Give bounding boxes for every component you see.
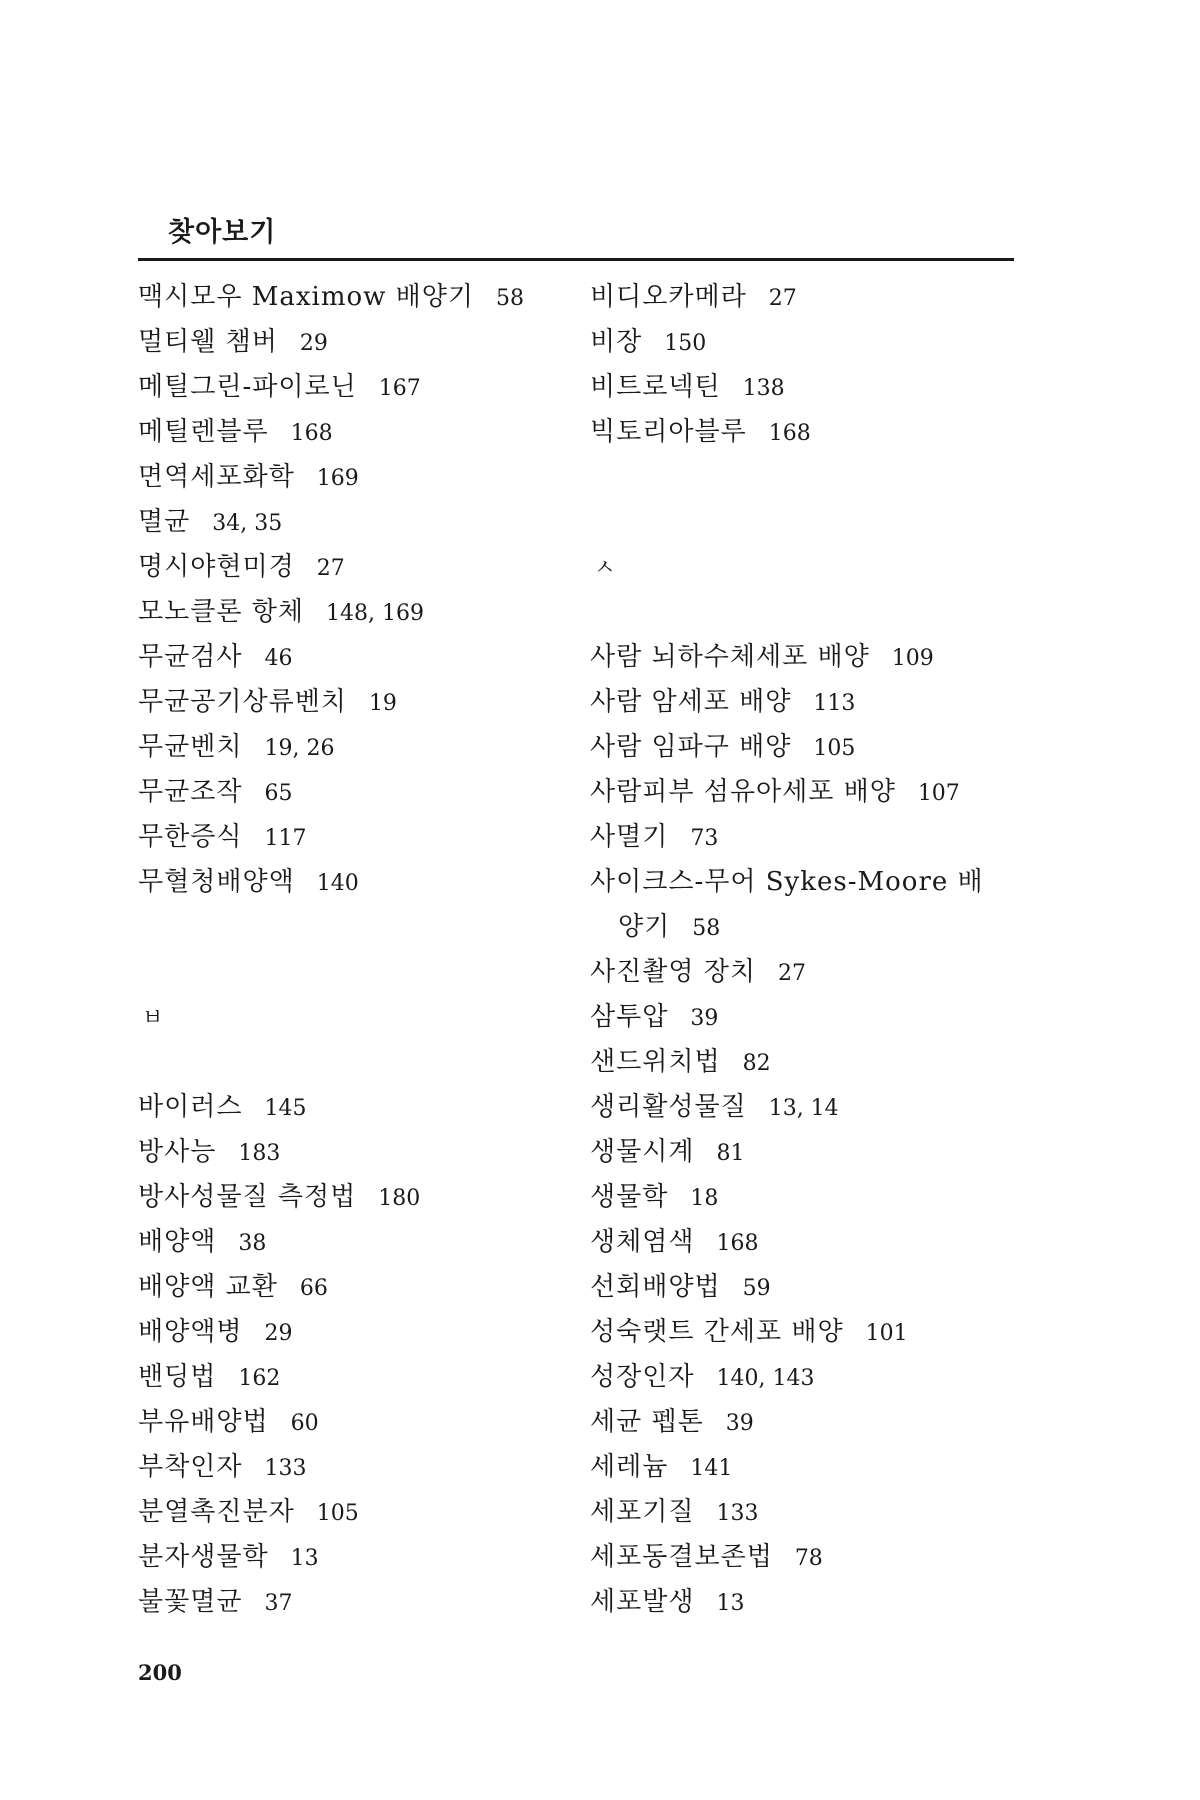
entry-pages: 59 [742,1276,771,1301]
index-entry [138,1130,558,1175]
entry-term: 모노클론 항체 [138,597,304,627]
index-entry [138,1400,558,1445]
entry-pages: 37 [264,1591,293,1616]
entry-pages: 140, 143 [716,1366,815,1391]
section-heading [138,995,558,1040]
entry-term: 사람 암세포 배양 [590,687,792,717]
index-entry [138,500,558,545]
index-entry [138,1580,558,1625]
header-rule [138,258,1014,261]
entry-pages: 29 [264,1321,293,1346]
section-letter: ㅂ [142,1006,164,1031]
entry-pages: 78 [794,1546,823,1571]
entry-term: 분열촉진분자 [138,1497,295,1527]
entry-pages: 168 [768,421,811,446]
entry-term: 양기 [618,912,671,942]
entry-pages: 145 [264,1096,307,1121]
spacer-line [138,1040,558,1085]
index-entry [590,320,1010,365]
section-heading [590,545,1010,590]
entry-pages: 13 [290,1546,319,1571]
entry-term: 부유배양법 [138,1407,269,1437]
index-entry [590,995,1010,1040]
index-entry [590,410,1010,455]
index-entry [590,725,1010,770]
page-number: 200 [138,1660,182,1685]
entry-term: 사멸기 [590,822,669,852]
index-entry [590,275,1010,320]
entry-pages: 46 [264,646,293,671]
entry-pages: 169 [316,466,359,491]
index-entry [138,1175,558,1220]
entry-term: 맥시모우 Maximow 배양기 [138,282,475,312]
entry-pages: 73 [690,826,719,851]
entry-term: 사이크스-무어 Sykes-Moore 배 [590,867,984,897]
entry-term: 명시야현미경 [138,552,295,582]
index-entry [138,815,558,860]
entry-term: 방사성물질 측정법 [138,1182,357,1212]
entry-pages: 39 [690,1006,719,1031]
entry-pages: 113 [813,691,856,716]
index-entry [590,1265,1010,1310]
entry-term: 비트로넥틴 [590,372,721,402]
entry-pages: 183 [238,1141,281,1166]
index-entry [590,950,1010,995]
entry-pages: 38 [238,1231,267,1256]
entry-term: 사람피부 섬유아세포 배양 [590,777,896,807]
index-entry [590,770,1010,815]
index-entry [590,1535,1010,1580]
index-entry [138,770,558,815]
entry-term: 배양액 교환 [138,1272,278,1302]
entry-term: 세레늄 [590,1452,669,1482]
index-entry [138,1220,558,1265]
spacer-line [138,905,558,950]
section-letter: ㅅ [594,556,616,581]
entry-pages: 13 [716,1591,745,1616]
entry-term: 샌드위치법 [590,1047,721,1077]
spacer-line [590,590,1010,635]
index-column-left [138,275,558,1625]
entry-pages: 39 [725,1411,754,1436]
entry-term: 방사능 [138,1137,217,1167]
entry-pages: 140 [316,871,359,896]
entry-pages: 19, 26 [264,736,335,761]
index-entry [138,860,558,905]
entry-pages: 82 [742,1051,771,1076]
entry-term: 빅토리아블루 [590,417,747,447]
entry-pages: 27 [777,961,806,986]
entry-term: 세균 펩톤 [590,1407,704,1437]
index-entry [590,1490,1010,1535]
index-entry [590,1175,1010,1220]
entry-term: 생물학 [590,1182,669,1212]
index-entry [590,1085,1010,1130]
index-entry [590,860,1010,905]
entry-term: 무균검사 [138,642,243,672]
entry-term: 성숙랫트 간세포 배양 [590,1317,844,1347]
index-entry [590,635,1010,680]
entry-term: 생리활성물질 [590,1092,747,1122]
index-entry [138,410,558,455]
index-entry [590,1355,1010,1400]
entry-pages: 138 [742,376,785,401]
index-entry [590,365,1010,410]
spacer-line [590,500,1010,545]
index-entry [138,1535,558,1580]
entry-pages: 101 [865,1321,908,1346]
index-entry [590,1220,1010,1265]
entry-term: 메틸렌블루 [138,417,269,447]
entry-term: 비디오카메라 [590,282,747,312]
entry-pages: 141 [690,1456,733,1481]
spacer-line [590,455,1010,500]
entry-term: 사진촬영 장치 [590,957,756,987]
entry-term: 밴딩법 [138,1362,217,1392]
entry-term: 세포동결보존법 [590,1542,773,1572]
index-entry [590,1310,1010,1355]
index-entry [590,1400,1010,1445]
entry-pages: 19 [368,691,397,716]
entry-pages: 81 [716,1141,745,1166]
entry-term: 사람 뇌하수체세포 배양 [590,642,870,672]
entry-pages: 167 [378,376,421,401]
index-entry [590,1130,1010,1175]
entry-term: 부착인자 [138,1452,243,1482]
index-entry [138,635,558,680]
index-entry [590,1040,1010,1085]
entry-term: 무균벤치 [138,732,243,762]
entry-term: 무혈청배양액 [138,867,295,897]
index-entry [138,545,558,590]
index-entry [138,590,558,635]
index-entry [138,1355,558,1400]
entry-pages: 60 [290,1411,319,1436]
entry-term: 멸균 [138,507,191,537]
entry-pages: 162 [238,1366,281,1391]
entry-pages: 105 [813,736,856,761]
entry-pages: 18 [690,1186,719,1211]
entry-term: 선회배양법 [590,1272,721,1302]
entry-term: 성장인자 [590,1362,695,1392]
entry-term: 배양액 [138,1227,217,1257]
index-entry [590,680,1010,725]
entry-pages: 58 [692,916,721,941]
page-title: 찾아보기 [168,217,277,248]
index-entry [590,1445,1010,1490]
index-column-right [590,275,1010,1625]
index-entry [138,365,558,410]
entry-term: 무한증식 [138,822,243,852]
entry-term: 무균공기상류벤치 [138,687,347,717]
entry-term: 분자생물학 [138,1542,269,1572]
index-entry [138,1265,558,1310]
entry-pages: 133 [264,1456,307,1481]
entry-pages: 105 [316,1501,359,1526]
index-entry [138,455,558,500]
entry-pages: 148, 169 [325,601,424,626]
entry-term: 불꽃멸균 [138,1587,243,1617]
entry-pages: 29 [299,331,328,356]
index-entry-continuation [590,905,1010,950]
index-entry [138,1310,558,1355]
index-entry [138,1085,558,1130]
entry-pages: 168 [716,1231,759,1256]
entry-pages: 65 [264,781,293,806]
entry-term: 배양액병 [138,1317,243,1347]
entry-term: 생체염색 [590,1227,695,1257]
entry-term: 무균조작 [138,777,243,807]
entry-term: 메틸그린-파이로닌 [138,372,357,402]
entry-term: 면역세포화학 [138,462,295,492]
entry-pages: 13, 14 [768,1096,839,1121]
index-entry [590,1580,1010,1625]
entry-pages: 27 [768,286,797,311]
entry-term: 바이러스 [138,1092,243,1122]
entry-pages: 180 [378,1186,421,1211]
entry-term: 비장 [590,327,643,357]
entry-term: 멀티웰 챔버 [138,327,278,357]
entry-pages: 27 [316,556,345,581]
index-entry [138,1445,558,1490]
index-entry [590,815,1010,860]
entry-pages: 117 [264,826,307,851]
index-entry [138,1490,558,1535]
entry-pages: 133 [716,1501,759,1526]
entry-pages: 107 [917,781,960,806]
entry-pages: 34, 35 [212,511,283,536]
entry-pages: 150 [664,331,707,356]
entry-term: 삼투압 [590,1002,669,1032]
entry-term: 생물시계 [590,1137,695,1167]
index-entry [138,725,558,770]
entry-term: 세포발생 [590,1587,695,1617]
entry-term: 세포기질 [590,1497,695,1527]
entry-pages: 66 [299,1276,328,1301]
entry-pages: 168 [290,421,333,446]
entry-pages: 109 [891,646,934,671]
spacer-line [138,950,558,995]
index-entry [138,275,558,320]
entry-term: 사람 임파구 배양 [590,732,792,762]
index-entry [138,320,558,365]
entry-pages: 58 [496,286,525,311]
index-entry [138,680,558,725]
